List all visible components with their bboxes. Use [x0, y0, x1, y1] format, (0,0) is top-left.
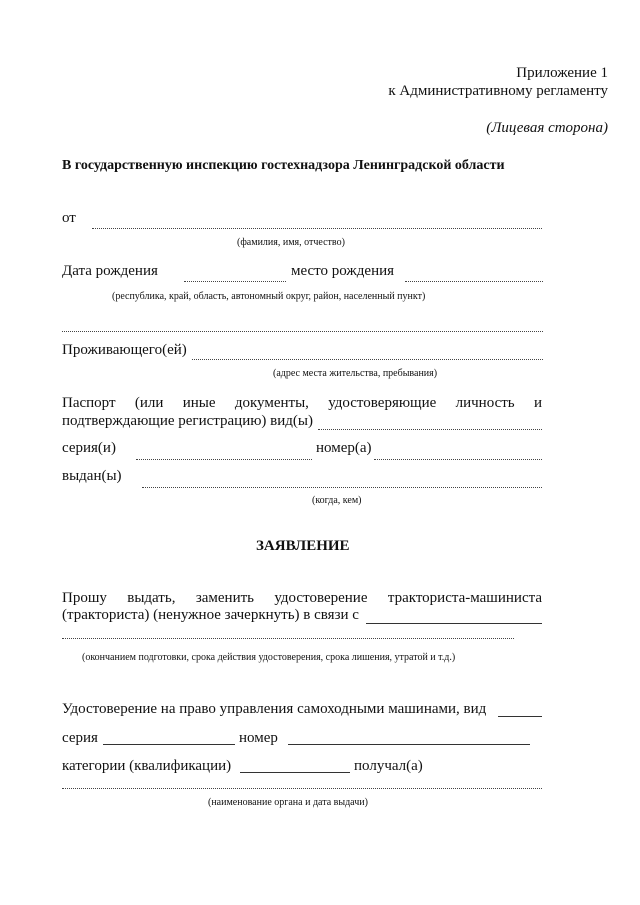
birth-date-label: Дата рождения [62, 263, 158, 279]
from-field[interactable] [92, 228, 542, 229]
license-received-label: получал(а) [354, 758, 423, 774]
from-hint: (фамилия, имя, отчество) [237, 237, 345, 248]
passport-word: удостоверяющие [328, 395, 437, 411]
statement-hint: (окончанием подготовки, срока действия удостоверения, срока лишения, утратой и т.д.) [82, 652, 456, 663]
passport-word: личность [455, 395, 515, 411]
birth-place-label: место рождения [291, 263, 395, 279]
residence-label: Проживающего(ей) [62, 342, 187, 358]
statement-title: ЗАЯВЛЕНИЕ [256, 538, 350, 554]
license-type-label: Удостоверение на право управления самоходными машинами, вид [62, 701, 487, 717]
birth-place-field[interactable] [405, 281, 543, 282]
license-series-label: серия [62, 730, 98, 746]
statement-line-1 [62, 589, 542, 607]
passport-issued-field[interactable] [142, 487, 542, 488]
passport-word: документы, [234, 395, 309, 411]
passport-type-field[interactable] [318, 429, 542, 430]
license-category-label: категории (квалификации) [62, 758, 232, 774]
license-series-field[interactable] [103, 744, 235, 745]
passport-series-field[interactable] [136, 459, 312, 460]
license-number-label: номер [239, 730, 278, 746]
license-received-field[interactable] [62, 788, 542, 789]
statement-word: тракториста-машиниста [387, 590, 542, 606]
passport-word: (или [134, 395, 164, 411]
passport-word: Паспорт [62, 395, 116, 411]
passport-number-field[interactable] [374, 459, 542, 460]
passport-word: иные [182, 395, 216, 411]
residence-hint: (адрес места жительства, пребывания) [273, 368, 438, 379]
statement-word: заменить [195, 590, 255, 606]
birth-place-extra-field[interactable] [62, 331, 543, 332]
license-type-field[interactable] [498, 716, 542, 717]
passport-line-1 [62, 394, 542, 412]
appendix-label: Приложение 1 [516, 65, 608, 81]
statement-word: выдать, [127, 590, 176, 606]
side-label: (Лицевая сторона) [486, 120, 608, 136]
passport-series-label: серия(и) [62, 440, 116, 456]
residence-field[interactable] [192, 359, 543, 360]
passport-number-label: номер(а) [316, 440, 372, 456]
license-hint: (наименование органа и дата выдачи) [208, 797, 368, 808]
license-category-field[interactable] [240, 772, 350, 773]
passport-type-label: подтверждающие регистрацию) вид(ы) [62, 413, 313, 429]
statement-word: Прошу [62, 590, 107, 606]
passport-word: и [533, 395, 542, 411]
passport-issued-hint: (когда, кем) [312, 495, 362, 506]
statement-word: удостоверение [274, 590, 368, 606]
recipient-heading: В государственную инспекцию гостехнадзора Ленинградской области [62, 158, 505, 173]
birth-hint: (республика, край, область, автономный округ, район, населенный пункт) [112, 291, 426, 302]
regulation-label: к Административному регламенту [388, 83, 608, 99]
license-number-field[interactable] [288, 744, 530, 745]
passport-issued-label: выдан(ы) [62, 468, 122, 484]
from-label: от [62, 210, 76, 226]
birth-date-field[interactable] [184, 281, 286, 282]
statement-reason-field[interactable] [366, 623, 542, 624]
statement-reason-extra-field[interactable] [62, 638, 514, 639]
statement-reason-label: (тракториста) (ненужное зачеркнуть) в связи с [62, 607, 359, 623]
